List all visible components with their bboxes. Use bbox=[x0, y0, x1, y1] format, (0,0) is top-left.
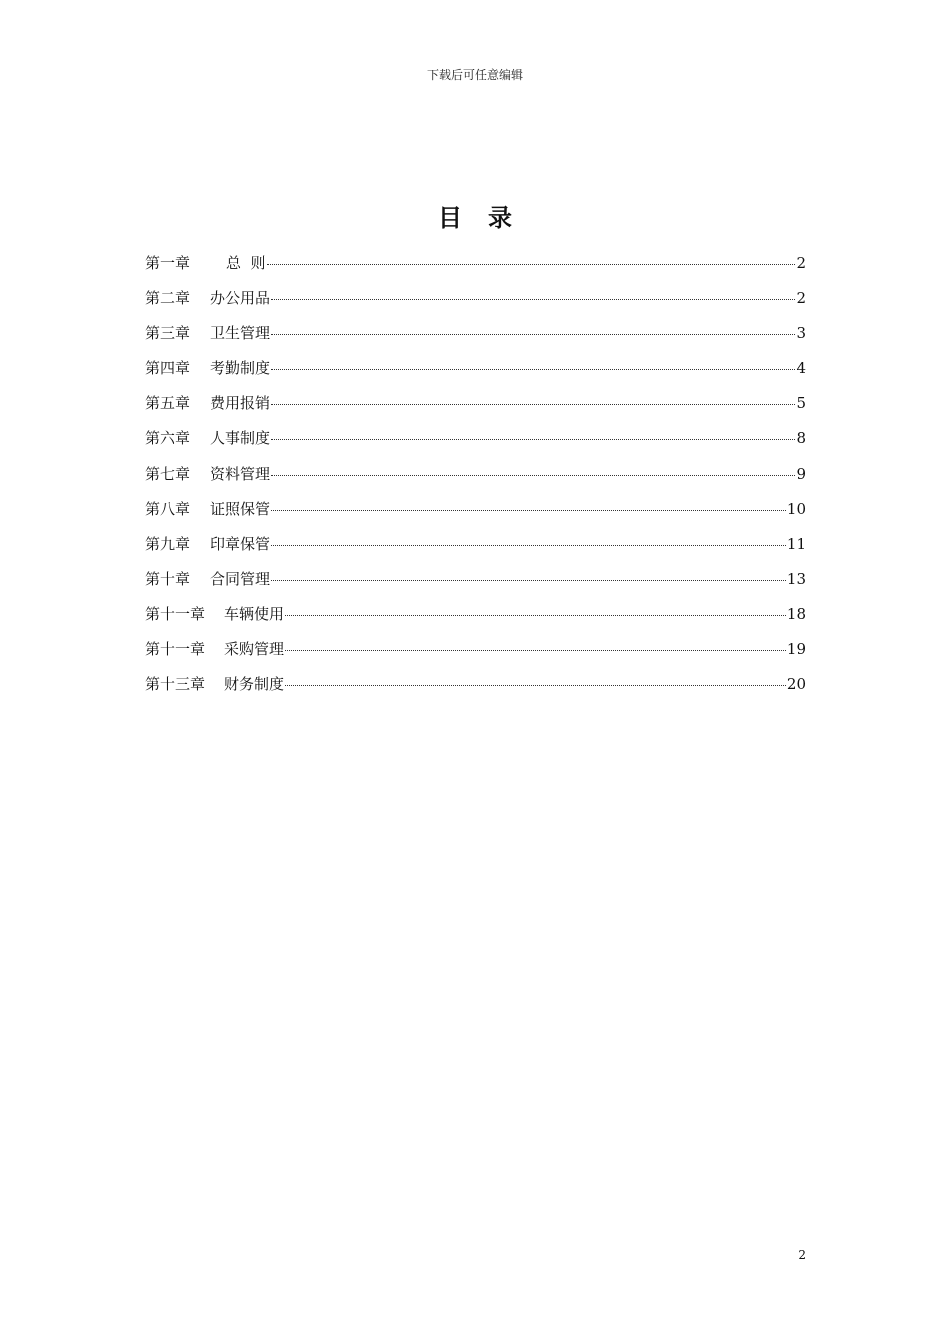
toc-entry-10[interactable] bbox=[145, 568, 806, 603]
toc-entry-1[interactable] bbox=[145, 252, 806, 287]
toc-name: 办公用品 bbox=[210, 289, 271, 308]
toc-name: 考勤制度 bbox=[210, 359, 271, 378]
toc-name: 合同管理 bbox=[210, 569, 271, 588]
toc-page: 19 bbox=[786, 640, 806, 659]
toc-page: 13 bbox=[786, 569, 806, 588]
toc-dot-leader bbox=[271, 510, 786, 511]
toc-dot-leader bbox=[271, 580, 786, 581]
toc-entry-6[interactable] bbox=[145, 427, 806, 462]
toc-entry-8[interactable] bbox=[145, 498, 806, 533]
toc-page: 9 bbox=[796, 464, 806, 483]
toc-page: 18 bbox=[786, 604, 806, 623]
toc-entry-4[interactable] bbox=[145, 357, 806, 392]
toc-dot-leader bbox=[271, 334, 795, 335]
toc-chapter: 第九章 bbox=[145, 534, 191, 553]
toc-page: 10 bbox=[786, 499, 806, 518]
toc-name: 印章保管 bbox=[210, 534, 271, 553]
page-number: 2 bbox=[798, 1248, 806, 1262]
toc-dot-leader bbox=[285, 615, 786, 616]
page-header-note: 下载后可任意编辑 bbox=[426, 68, 523, 82]
toc-chapter: 第十一章 bbox=[145, 640, 206, 659]
toc-title bbox=[0, 198, 950, 233]
toc-entry-5[interactable] bbox=[145, 392, 806, 427]
toc-dot-leader bbox=[271, 439, 795, 440]
toc-name: 采购管理 bbox=[224, 640, 285, 659]
toc-dot-leader bbox=[271, 475, 795, 476]
toc-page: 5 bbox=[796, 394, 806, 413]
toc-page: 4 bbox=[796, 359, 806, 378]
toc-page: 2 bbox=[796, 289, 806, 308]
toc-entry-11[interactable] bbox=[145, 603, 806, 638]
toc-chapter: 第七章 bbox=[145, 464, 191, 483]
toc-chapter: 第八章 bbox=[145, 499, 191, 518]
toc-page: 3 bbox=[796, 324, 806, 343]
toc-title-part1: 目 bbox=[438, 203, 462, 232]
toc-dot-leader bbox=[271, 299, 795, 300]
toc-name: 证照保管 bbox=[210, 499, 271, 518]
toc-chapter: 第五章 bbox=[145, 394, 191, 413]
toc-chapter: 第一章 bbox=[145, 254, 191, 272]
toc-chapter: 第十三章 bbox=[145, 675, 206, 694]
toc-chapter: 第十一章 bbox=[145, 604, 206, 623]
toc-name: 车辆使用 bbox=[224, 604, 285, 623]
toc-entry-2[interactable] bbox=[145, 287, 806, 322]
toc-dot-leader bbox=[267, 264, 796, 265]
toc-chapter: 第十章 bbox=[145, 569, 191, 588]
toc-page: 2 bbox=[796, 254, 806, 272]
toc-entry-12[interactable] bbox=[145, 638, 806, 673]
toc-name: 总 则 bbox=[226, 254, 266, 272]
toc-name: 费用报销 bbox=[210, 394, 271, 413]
toc-chapter: 第三章 bbox=[145, 324, 191, 343]
toc-dot-leader bbox=[271, 369, 795, 370]
toc-title-part2: 录 bbox=[488, 203, 512, 232]
toc-name: 资料管理 bbox=[210, 464, 271, 483]
toc-dot-leader bbox=[285, 650, 786, 651]
toc-page: 20 bbox=[786, 675, 806, 694]
toc-entry-7[interactable] bbox=[145, 463, 806, 498]
toc-page: 11 bbox=[786, 534, 806, 553]
toc-dot-leader bbox=[271, 404, 795, 405]
toc-name: 卫生管理 bbox=[210, 324, 271, 343]
toc-entry-9[interactable] bbox=[145, 533, 806, 568]
toc-name: 财务制度 bbox=[224, 675, 285, 694]
toc-entry-13[interactable] bbox=[145, 673, 806, 708]
toc-dot-leader bbox=[285, 685, 786, 686]
toc-entry-3[interactable] bbox=[145, 322, 806, 357]
toc-name: 人事制度 bbox=[210, 429, 271, 448]
toc-dot-leader bbox=[271, 545, 786, 546]
toc-page: 8 bbox=[796, 429, 806, 448]
toc-chapter: 第四章 bbox=[145, 359, 191, 378]
table-of-contents bbox=[145, 252, 806, 708]
toc-chapter: 第六章 bbox=[145, 429, 191, 448]
toc-chapter: 第二章 bbox=[145, 289, 191, 308]
